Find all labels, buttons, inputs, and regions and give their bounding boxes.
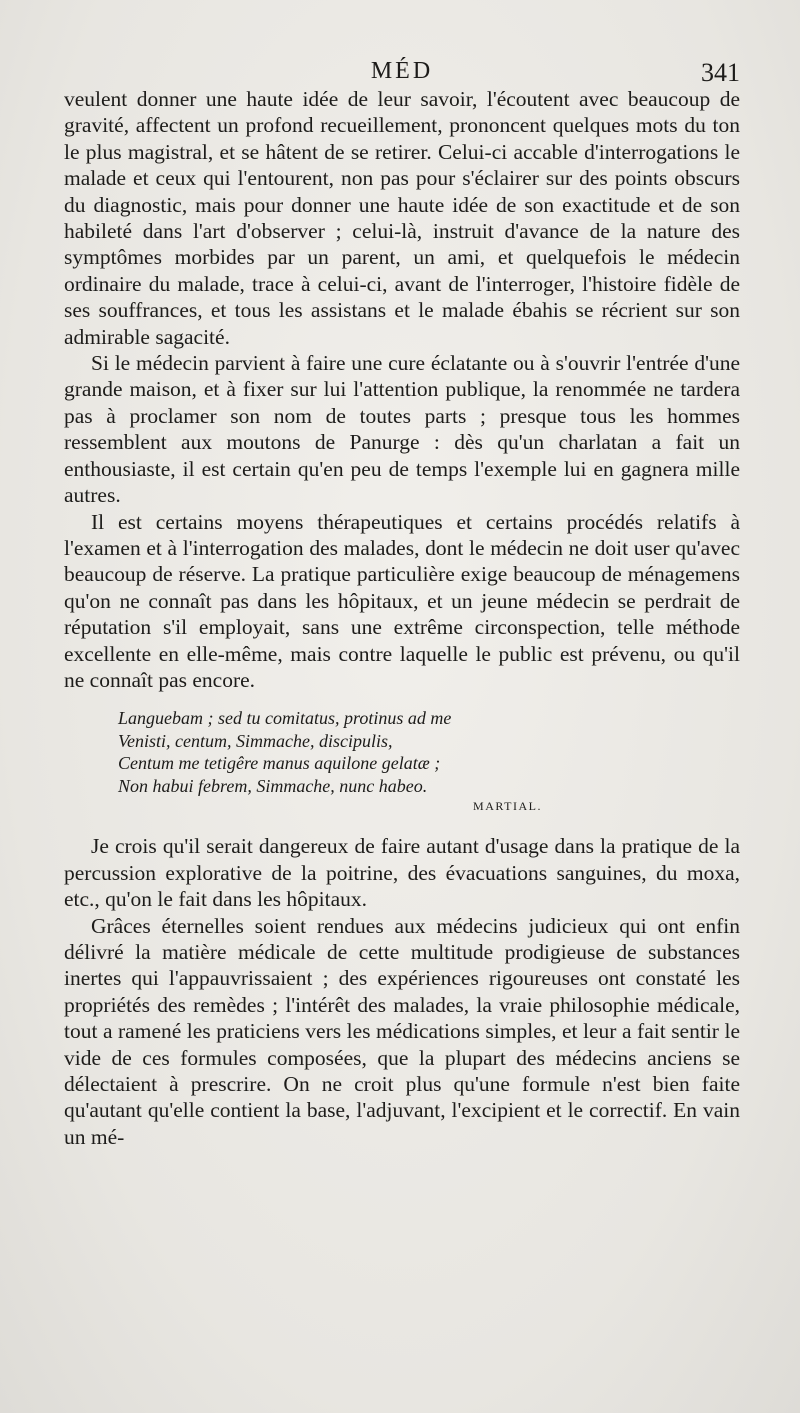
latin-epigram [118, 707, 740, 815]
epigram-line: Centum me tetigêre manus aquilone gelatæ ; [118, 753, 441, 774]
epigram-attribution: MARTIAL. [473, 799, 542, 814]
page-number: 341 [701, 58, 740, 87]
paragraph: Grâces éternelles soient rendues aux médecins judicieux qui ont enfin délivré la matière médicale de cette multitude prodigieuse de substances inertes qui l'appauvrissaient ; des expériences rigoureuses ont constaté les propriétés des remèdes ; l'intérêt des malades, la vraie philosophie médicale, tout a ramené les praticiens vers les médications simples, et leur a fait sentir le vide de ces formules composées, que la plupart des médecins anciens se délectaient à prescrire. On ne croit plus qu'une formule n'est bien faite qu'autant qu'elle contient la base, l'adjuvant, l'excipient et le correctif. En vain un mé- [64, 913, 740, 1149]
paragraph: Je crois qu'il serait dangereux de faire autant d'usage dans la pratique de la percussion explorative de la poitrine, des évacuations sanguines, du moxa, etc., qu'on le fait dans les hôpitaux. [64, 834, 740, 912]
running-head [64, 56, 740, 90]
paragraph-continued: veulent donner une haute idée de leur savoir, l'écoutent avec beaucoup de gravité, affectent un profond recueillement, prononcent quelques mots du ton le plus magistral, et se hâtent de se retirer. Celui-ci accable d'interrogations le malade et ceux qui l'entourent, non pas pour s'éclairer sur des points obscurs du diagnostic, mais pour donner une haute idée de son exactitude et de son habileté dans l'art d'observer ; celui-là, instruit d'avance de la nature des symptômes morbides par un parent, un ami, et quelquefois le médecin ordinaire du malade, trace à celui-ci, avant de l'interroger, l'histoire fidèle de ses souffrances, et tous les assistans et le malade ébahis se récrient sur son admirable sagacité. [64, 87, 740, 349]
running-head-title: MÉD [370, 58, 434, 84]
epigram-line: Languebam ; sed tu comitatus, protinus ad me [118, 708, 452, 729]
body-text [64, 86, 740, 1150]
epigram-line: Non habui febrem, Simmache, nunc habeo. [118, 775, 428, 796]
epigram-line: Venisti, centum, Simmache, discipulis, [118, 730, 393, 751]
paragraph: Il est certains moyens thérapeutiques et certains procédés relatifs à l'examen et à l'interrogation des malades, dont le médecin ne doit user qu'avec beaucoup de réserve. La pratique particulière exige beaucoup de ménagemens qu'on ne connaît pas dans les hôpitaux, et un jeune médecin se perdrait de réputation s'il employait, sans une extrême circonspection, telle méthode excellente en elle-même, mais contre laquelle le public est prévenu, ou qu'il ne connaît pas encore. [64, 509, 740, 692]
paragraph: Si le médecin parvient à faire une cure éclatante ou à s'ouvrir l'entrée d'une grande maison, et à fixer sur lui l'attention publique, la renommée ne tardera pas à proclamer son nom de toutes parts ; presque tous les hommes ressemblent aux moutons de Panurge : dès qu'un charlatan a fait un enthousiaste, il est certain qu'en peu de temps l'exemple lui en gagnera mille autres. [64, 351, 740, 508]
